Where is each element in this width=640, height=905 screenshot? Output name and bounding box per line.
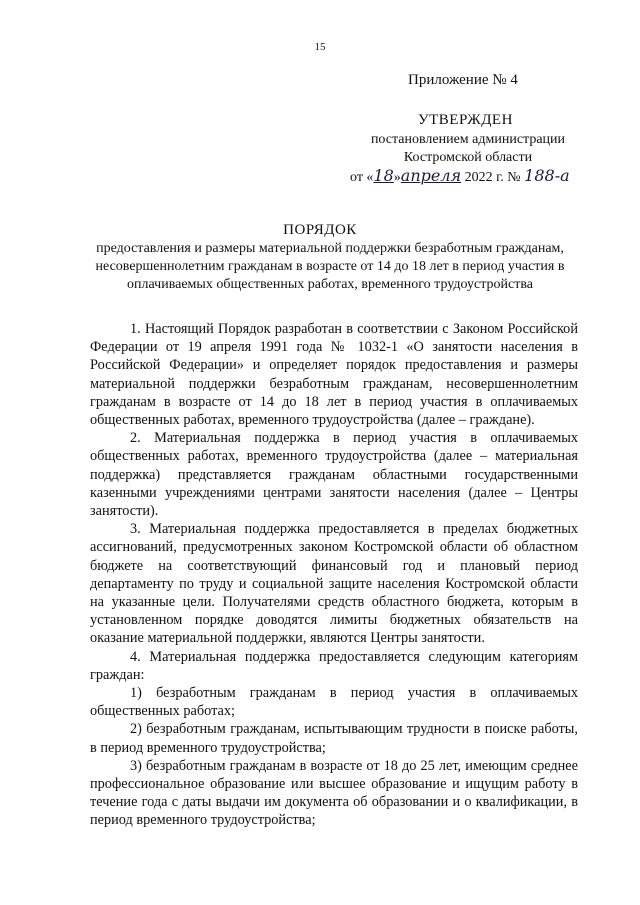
document-subtitle: предоставления и размеры материальной поддержки безработным гражданам, несовершеннолетним гражданам в возрасте от 14 до 18 лет в период участия в оплачиваемых общественных работах, временного трудоустройства: [95, 241, 565, 292]
paragraph-2: 2. Материальная поддержка в период участия в оплачиваемых общественных работах, временного трудоустройства (далее – материальная поддержка) представляется гражданам областными государственными казенными учреждениями центрами занятости населения (далее – Центры занятости).: [90, 430, 578, 520]
list-item-2: 2) безработным гражданам, испытывающим трудности в поиске работы, в период временного трудоустройства;: [90, 721, 578, 756]
approval-by: постановлением администрации: [370, 132, 566, 147]
paragraph-1: 1. Настоящий Порядок разработан в соответствии с Законом Российской Федерации от 19 апреля 1991 года № 1032-1 «О занятости населения в Российской Федерации» и определяет порядок предоставления и размеры материальной поддержки безработным гражданам, несовершеннолетним гражданам в возрасте от 14 до 18 лет в период участия в оплачиваемых общественных работах, временного трудоустройства (далее – граждане).: [90, 321, 578, 429]
date-mid: »: [393, 170, 401, 185]
list-item-1: 1) безработным гражданам в период участия в оплачиваемых общественных работах;: [90, 685, 578, 720]
handwritten-month: апреля: [400, 166, 462, 185]
approval-heading: УТВЕРЖДЕН: [418, 112, 513, 128]
handwritten-day: 18: [373, 166, 394, 185]
approval-date-line: [350, 166, 570, 186]
document-body: [90, 320, 578, 830]
date-year: 2022 г. №: [461, 170, 525, 185]
appendix-label: Приложение № 4: [408, 72, 518, 88]
list-item-3: 3) безработным гражданам в возрасте от 18 до 25 лет, имеющим среднее профессиональное образование или высшее образование и ищущим работу в течение года с даты выдачи им документа об образовании и о квалификации, в период временного трудоустройства;: [90, 757, 578, 829]
date-prefix: от «: [350, 170, 374, 185]
paragraph-4: 4. Материальная поддержка предоставляется следующим категориям граждан:: [90, 648, 578, 683]
paragraph-3: 3. Материальная поддержка предоставляется в пределах бюджетных ассигнований, предусмотренных законом Костромской области об областном бюджете на соответствующий финансовый год и плановый период департаменту по труду и социальной защите населения Костромской области на указанные цели. Получателями средств областного бюджета, которым в установленном порядке доводятся лимиты бюджетных обязательств на оказание материальной поддержки, являются Центры занятости.: [90, 521, 578, 647]
page-number: 15: [314, 41, 326, 53]
approval-region: Костромской области: [403, 150, 533, 165]
document-title: ПОРЯДОК: [283, 222, 357, 238]
handwritten-number: 188-а: [524, 166, 570, 185]
